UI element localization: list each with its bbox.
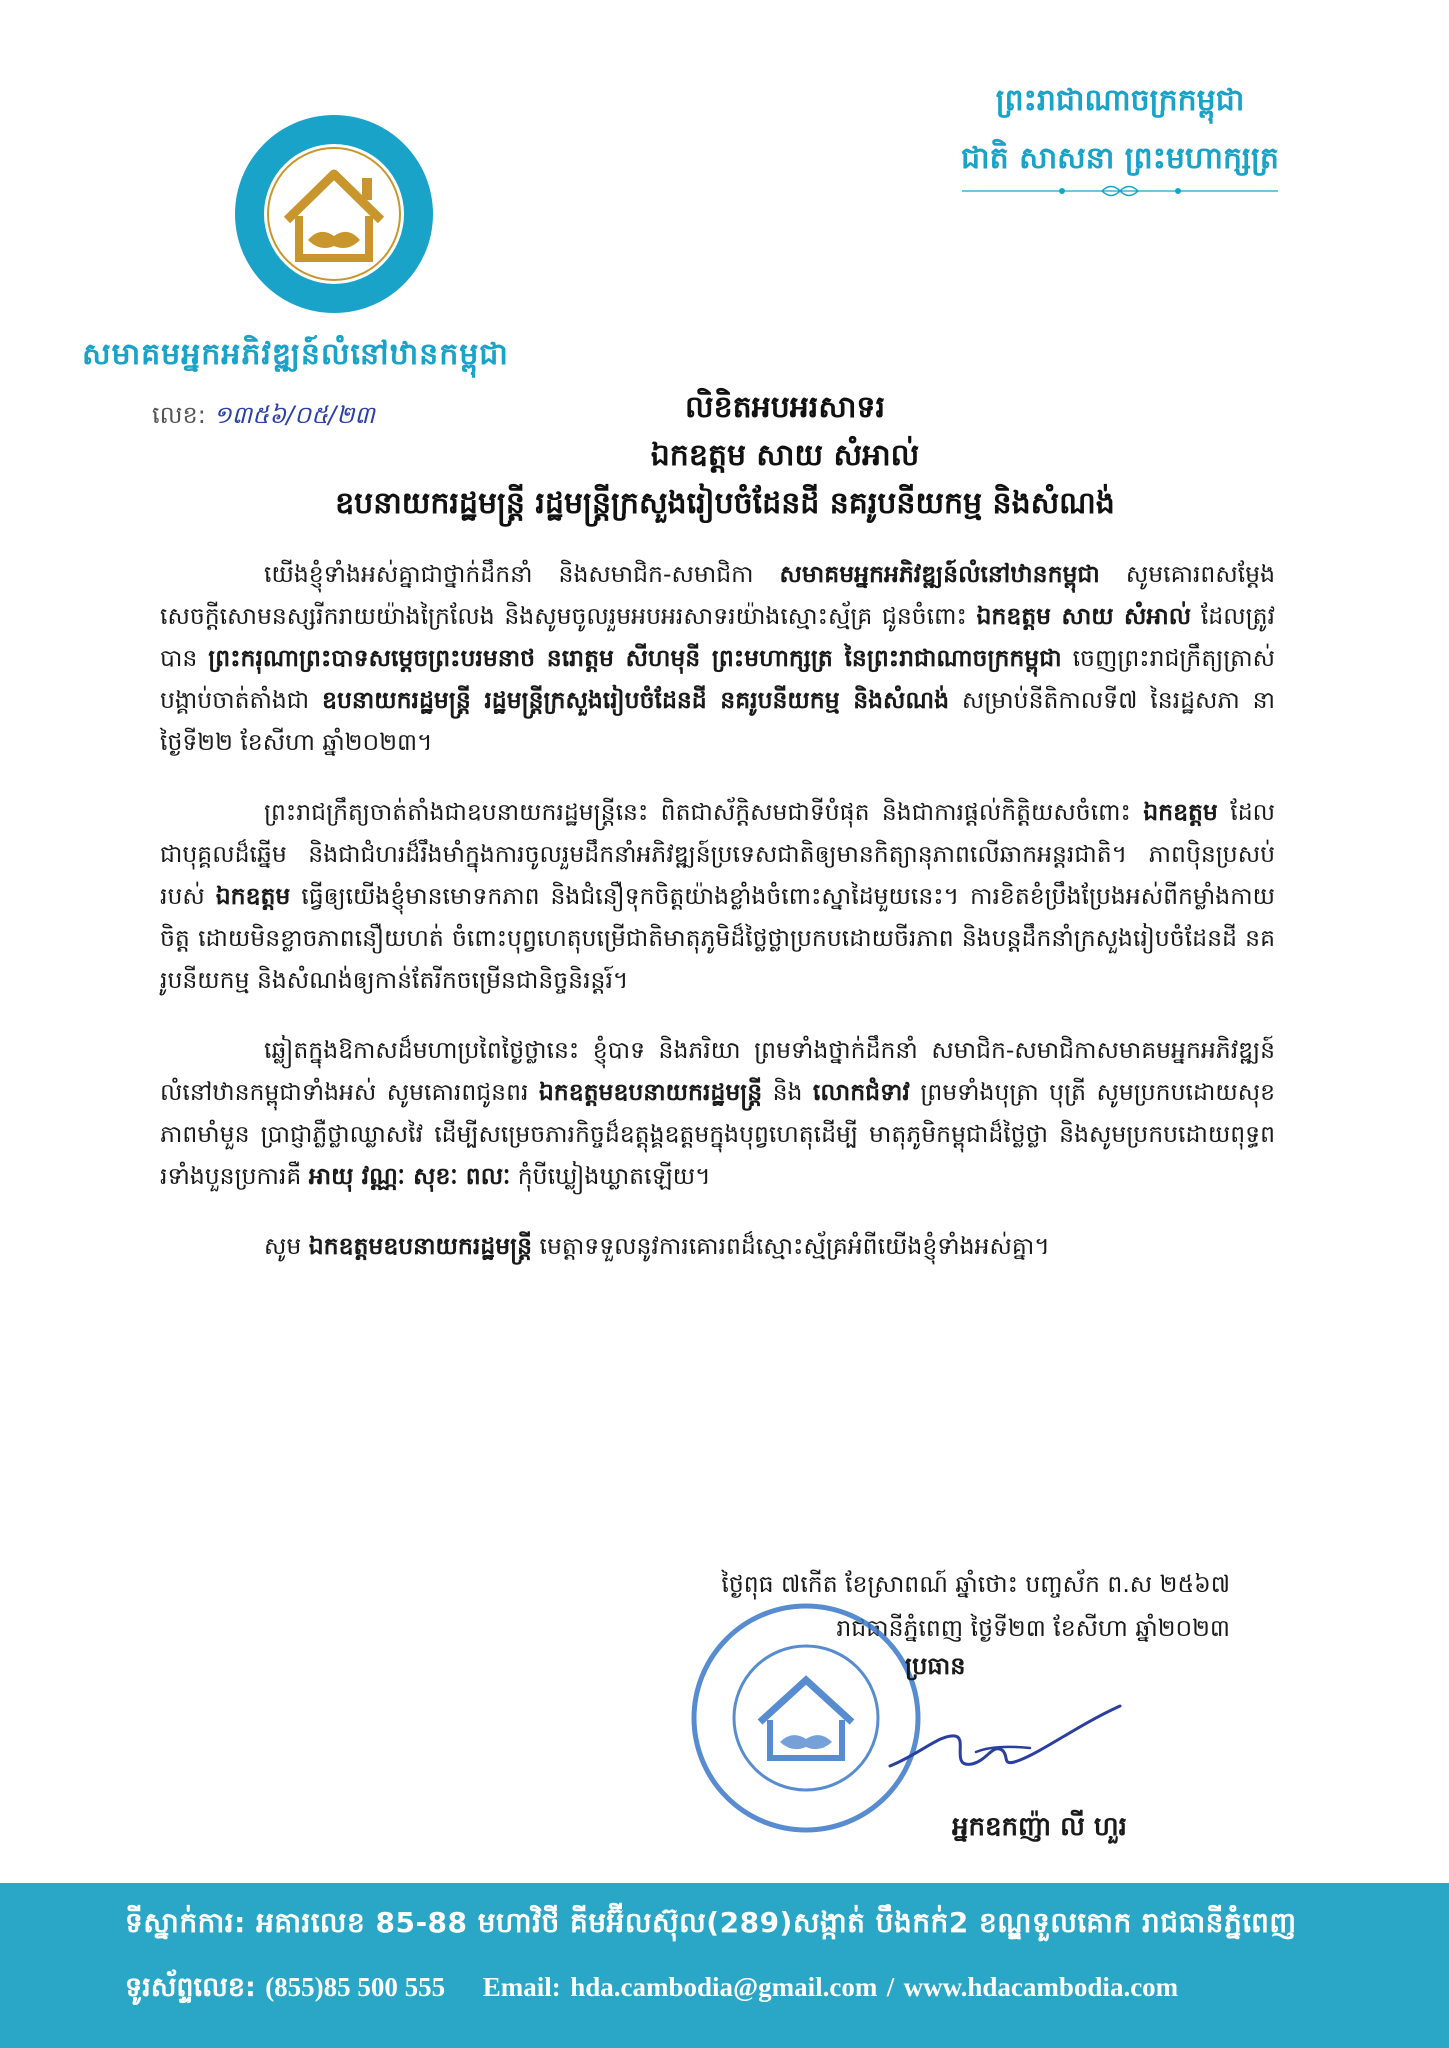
footer-bar (0, 1883, 1449, 2048)
contact-line (125, 1971, 1365, 2010)
signer-role: ប្រធាន (905, 1652, 966, 1680)
kingdom-motto (940, 72, 1300, 188)
reference-value: ១៣៥៦/០៥/២៣ (213, 401, 375, 429)
solar-date: រាជធានីភ្នំពេញ ថ្ងៃទី២៣ ខែសីហា ឆ្នាំ២០២៣ (836, 1614, 1230, 1642)
stamp-text (0, 0, 1, 1)
email-address[interactable]: hda.cambodia@gmail.com (570, 1972, 878, 2002)
paragraph-2: ព្រះរាជក្រឹត្យចាត់តាំងជាឧបនាយករដ្ឋមន្ត្រីនេះ ពិតជាស័ក្តិសមជាទីបំផុត និងជាការផ្តល់កិត្តិយសចំពោះ ឯកឧត្តម ដែលជាបុគ្គលដ៏ឆ្នើម និងជាជំហរដ៏រឹងមាំក្នុងការចូលរួមដឹកនាំអភិវឌ្ឍន៍ប្រទេសជាតិឲ្យមានកិត្យានុភាពលើឆាកអន្តរជាតិ។ ភាពប៉ិនប្រសប់របស់ ឯកឧត្តម ធ្វើឲ្យយើងខ្ញុំមានមោទកភាព និងជំនឿទុកចិត្តយ៉ាងខ្លាំងចំពោះស្នាដៃមួយនេះ។ ការខិតខំប្រឹងប្រែងអស់ពីកម្លាំងកាយចិត្ត ដោយមិនខ្លាចភាពនឿយហត់ ចំពោះបុព្វហេតុបម្រើជាតិមាតុភូមិដ៏ថ្លៃថ្លាប្រកបដោយចីរភាព និងបន្តដឹកនាំក្រសួងរៀបចំដែនដី នគរូបនីយកម្ម និងសំណង់ឲ្យកាន់តែរីកចម្រើនជានិច្ចនិរន្តរ៍។ (160, 798, 1275, 994)
title-congratulation: លិខិតអបអរសាទរ (685, 390, 885, 425)
letter-body (160, 553, 1275, 1295)
association-logo (232, 112, 436, 316)
organization-name: សមាគមអ្នកអភិវឌ្ឍន៍លំនៅឋានកម្ពុជា (82, 337, 509, 372)
paragraph-4: សូម ឯកឧត្តមឧបនាយករដ្ឋមន្ត្រី មេត្តាទទួលនូវការគោរពដ៏ស្មោះស្ម័គ្រអំពីយើងខ្ញុំទាំងអស់គ្នា។ (264, 1232, 1050, 1260)
lunar-date: ថ្ងៃពុធ ៧កើត ខែស្រាពណ៍ ឆ្នាំថោះ បញ្ចស័ក ព.ស ២៥៦៧ (721, 1570, 1230, 1598)
email-label: Email: (482, 1972, 561, 2002)
reference-label: លេខ: (152, 401, 206, 429)
paragraph-3: ឆ្លៀតក្នុងឱកាសដ៏មហាប្រពៃថ្ងៃថ្លានេះ ខ្ញុំបាទ និងភរិយា ព្រមទាំងថ្នាក់ដឹកនាំ សមាជិក-សមាជិកាសមាគមអ្នកអភិវឌ្ឍន៍លំនៅឋានកម្ពុជាទាំងអស់ សូមគោរពជូនពរ ឯកឧត្តមឧបនាយករដ្ឋមន្ត្រី និង លោកជំទាវ ព្រមទាំងបុត្រា បុត្រី សូមប្រកបដោយសុខភាពមាំមួន ប្រាជ្ញាភ្លឺថ្លាឈ្លាសវៃ ដើម្បីសម្រេចភារកិច្ចដ៏ឧត្តុង្គឧត្តមក្នុងបុព្វហេតុដើម្បី មាតុភូមិកម្ពុជាដ៏ថ្លៃថ្លា និងសូមប្រកបដោយពុទ្ធពរទាំងបួនប្រការគឺ អាយុ វណ្ណៈ សុខៈ ពលៈ កុំបីឃ្លៀងឃ្លាតឡើយ។ (160, 1036, 1275, 1190)
title-recipient: ឯកឧត្តម សាយ សំអាល់ (650, 438, 920, 473)
logo-text (0, 0, 1, 1)
nation-religion-king-line: ជាតិ សាសនា ព្រះមហាក្សត្រ (961, 141, 1279, 176)
office-address: ទីស្នាក់ការ: អគារលេខ 85-88 មហាវិថី គីមអ៊ីលស៊ុល(289)សង្កាត់ បឹងកក់2 ខណ្ឌទួលគោក រាជធានីភ្នំពេញ (125, 1906, 1297, 1939)
phone-number: (855)85 500 555 (265, 1972, 446, 2002)
kingdom-line: ព្រះរាជាណាចក្រកម្ពុជា (995, 83, 1245, 118)
handwritten-signature (880, 1694, 1130, 1794)
title-position: ឧបនាយករដ្ឋមន្ត្រី រដ្ឋមន្ត្រីក្រសួងរៀបចំដែនដី នគរូបនីយកម្ម និងសំណង់ (335, 486, 1115, 521)
contact-separator: / (886, 1972, 895, 2002)
ornament-divider (962, 184, 1278, 198)
signer-name: អ្នកឧកញ៉ា លី ហួរ (952, 1812, 1127, 1842)
house-handshake-icon (232, 112, 436, 316)
website-link[interactable]: www.hdacambodia.com (903, 1972, 1179, 2002)
paragraph-1: យើងខ្ញុំទាំងអស់គ្នាជាថ្នាក់ដឹកនាំ និងសមាជិក-សមាជិកា សមាគមអ្នកអភិវឌ្ឍន៍លំនៅឋានកម្ពុជា សូមគោរពសម្តែងសេចក្តីសោមនស្សរីករាយយ៉ាងក្រៃលែង និងសូមចូលរួមអបអរសាទរយ៉ាងស្មោះស្ម័គ្រ ជូនចំពោះ ឯកឧត្តម សាយ សំអាល់ ដែលត្រូវបាន ព្រះករុណាព្រះបាទសម្តេចព្រះបរមនាថ នរោត្តម សីហមុនី ព្រះមហាក្សត្រ នៃព្រះរាជាណាចក្រកម្ពុជា ចេញព្រះរាជក្រឹត្យត្រាស់បង្គាប់ចាត់តាំងជា ឧបនាយករដ្ឋមន្ត្រី រដ្ឋមន្ត្រីក្រសួងរៀបចំដែនដី នគរូបនីយកម្ម និងសំណង់ សម្រាប់នីតិកាលទី៧ នៃរដ្ឋសភា នាថ្ងៃទី២២ ខែសីហា ឆ្នាំ២០២៣។ (160, 560, 1276, 756)
phone-label: ទូរស័ព្ទលេខ: (125, 1972, 256, 2003)
letter-title (100, 384, 1350, 528)
